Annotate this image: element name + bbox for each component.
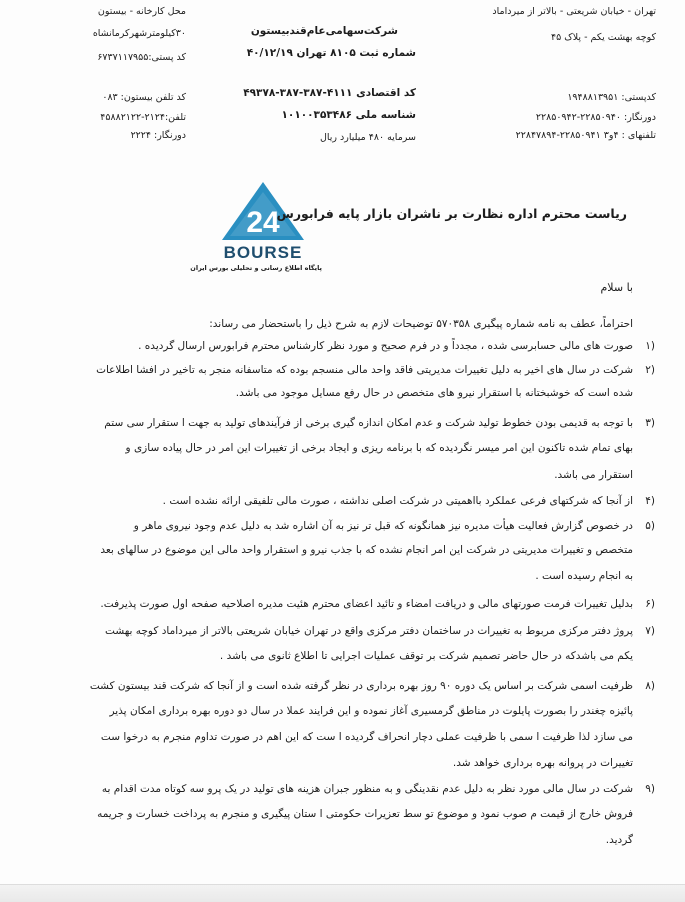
page-bottom-edge [0,884,685,902]
office-postal-code: کدپستی: ۱۹۴۸۸۱۳۹۵۱ [567,92,656,103]
item-line: بدلیل تغییرات فرمت صورتهای مالی و دریافت امضاء و تائید اعضای محترم هئیت مدیره اصلاحیه صفحه اول صورت پذیرفت. [100,598,633,610]
greeting: با سلام [600,281,633,294]
item-line: با توجه به قدیمی بودن خطوط تولید شرکت و عدم امکان اندازه گیری برخی از فرآیندهای تولید به جهت ا ستقرار سی ستم [104,417,633,429]
item-line: متخصص و تغییرات مدیریتی در شرکت این امر انجام نشده که با جذب نیرو و استقرار واحد مالی این موضوع در سالهای بعد [100,544,633,556]
item-number: (۷ [645,625,655,637]
item-number: (۹ [645,783,655,795]
item-line: شده است که خوشبختانه با استقرار نیرو های متخصص در حال رفع مسایل موجود می باشد. [235,387,633,399]
item-line: فروش خارج از قیمت م صوب نمود و موضوع تو سط تعزیرات حکومتی ا ستان پیگیری و منجرم به پرداخت خسارت و جریمه [97,808,633,820]
item-number: (۵ [645,520,655,532]
logo-number: 24 [246,206,280,239]
letter-title: ریاست محترم اداره نظارت بر ناشران بازار پایه فرابورس [276,206,627,221]
item-number: (۴ [645,495,655,507]
item-line: گردید. [605,834,633,846]
office-address: تهران - خیابان شریعتی - بالاتر از میرداماد [492,6,656,17]
item-line: به انجام رسیده است . [535,570,633,582]
registration-number: شماره ثبت ۸۱۰۵ تهران ۴۰/۱۲/۱۹ [246,47,416,59]
item-line: صورت های مالی حسابرسی شده ، مجدداً و در فرم صحیح و مورد نظر کارشناس محترم فرابورس ارسال گردیده . [138,340,633,352]
economic-code: کد اقتصادی ۴۱۱۱-۳۸۷-۳۸۷-۴۹۳۷۸ [243,87,416,99]
item-line: ظرفیت اسمی شرکت بر اساس یک دوره ۹۰ روز بهره برداری در نظر گرفته شده است و از آنجا که شرکت قند بیستون کشت [89,680,633,692]
office-fax: دورنگار: ۲۲۸۵۰۹۴۰-۲۲۸۵۰۹۴۲ [535,112,656,123]
intro-paragraph: احتراماً، عطف به نامه شماره پیگیری ۵۷۰۳۵۸ توضیحات لازم به شرح ذیل را باستحضار می رساند: [209,318,633,330]
item-line: در خصوص گزارش فعالیت هیأت مدیره نیز همانگونه که قبل تر نیز به آن اشاره شد به دلیل عدم وجود نیروی ماهر و [133,520,633,532]
factory-address: ۳۰کیلومترشهرکرمانشاه [92,28,186,39]
factory-postal-code: کد پستی:۶۷۳۷۱۱۷۹۵۵ [97,52,186,63]
factory-area-code: کد تلفن بیستون: ۰۸۳ [102,92,186,103]
national-id: شناسه ملی ۱۰۱۰۰۳۵۳۴۸۶ [281,109,416,121]
item-line: می سازد لذا ظرفیت ا سمی با ظرفیت عملی دچار انحراف گردیده ا ست که این اهم در صورت تداوم منجرم به درخوا ست [100,731,633,743]
factory-phone: تلفن:۲۱۲۴-۴۵۸۸۲۱۲۲ [100,112,186,123]
item-line: شرکت در سال های اخیر به دلیل تغییرات مدیریتی فاقد واحد مالی منسجم بوده که متاسفانه منجر به تاخیر در افشا اطلاعات [96,364,633,376]
item-number: (۶ [645,598,655,610]
item-line: بهای تمام شده تاکنون این امر میسر نگردیده که با برنامه ریزی و ایجاد برخی از تغییرات این امر در حال پیاده سازی و [125,442,633,454]
item-line: تغییرات در پروانه بهره برداری خواهد شد. [452,757,633,769]
logo-mark [204,180,322,264]
company-name: شرکت‌سهامی‌عام‌قندبیستون [250,25,398,37]
item-line: پروژ دفتر مرکزی مربوط به تغییرات در ساختمان دفتر مرکزی واقع در تهران خیابان شریعتی بالاتر از میرداماد کوچه بهشت [105,625,633,637]
capital: سرمایه ۴۸۰ میلیارد ریال [319,132,416,143]
logo-brand: BOURSE [223,243,303,262]
item-number: (۳ [645,417,655,429]
item-line: شرکت در سال مالی مورد نظر به دلیل عدم نقدینگی و به منظور جبران هزینه های تولید در یک پرو سه کوتاه مدت اقدام به [101,783,633,795]
item-line: استقرار می باشد. [554,469,633,481]
item-line: پائیزه چغندر را بصورت پایلوت در مناطق گرمسیری آغاز نموده و این فرایند عملا در سال دو دوره بهره برداری امکان پذیر [109,705,633,717]
item-line: از آنجا که شرکتهای فرعی عملکرد بااهمیتی در شرکت اصلی نداشته ، صورت مالی تلفیقی ارائه نشده است . [162,495,633,507]
item-line: یکم می باشدکه در حال حاضر تصمیم شرکت بر توقف عملیات اجرایی تا اطلاع ثانوی می باشد . [219,650,633,662]
item-number: (۸ [645,680,655,692]
item-number: (۱ [645,340,655,352]
item-number: (۲ [645,364,655,376]
factory-location: محل کارخانه - بیستون [97,6,186,17]
office-alley: کوچه بهشت یکم - پلاک ۴۵ [551,32,656,43]
office-phones: تلفنهای : ۴و۳ ۲۲۸۵۰۹۴۱-۲۲۸۴۷۸۹۴ [515,130,656,141]
bourse24-logo [190,180,322,278]
logo-subtitle: پایگاه اطلاع رسانی و تحلیلی بورس ایران [190,264,322,272]
factory-fax: دورنگار: ۲۲۲۴ [130,130,186,141]
